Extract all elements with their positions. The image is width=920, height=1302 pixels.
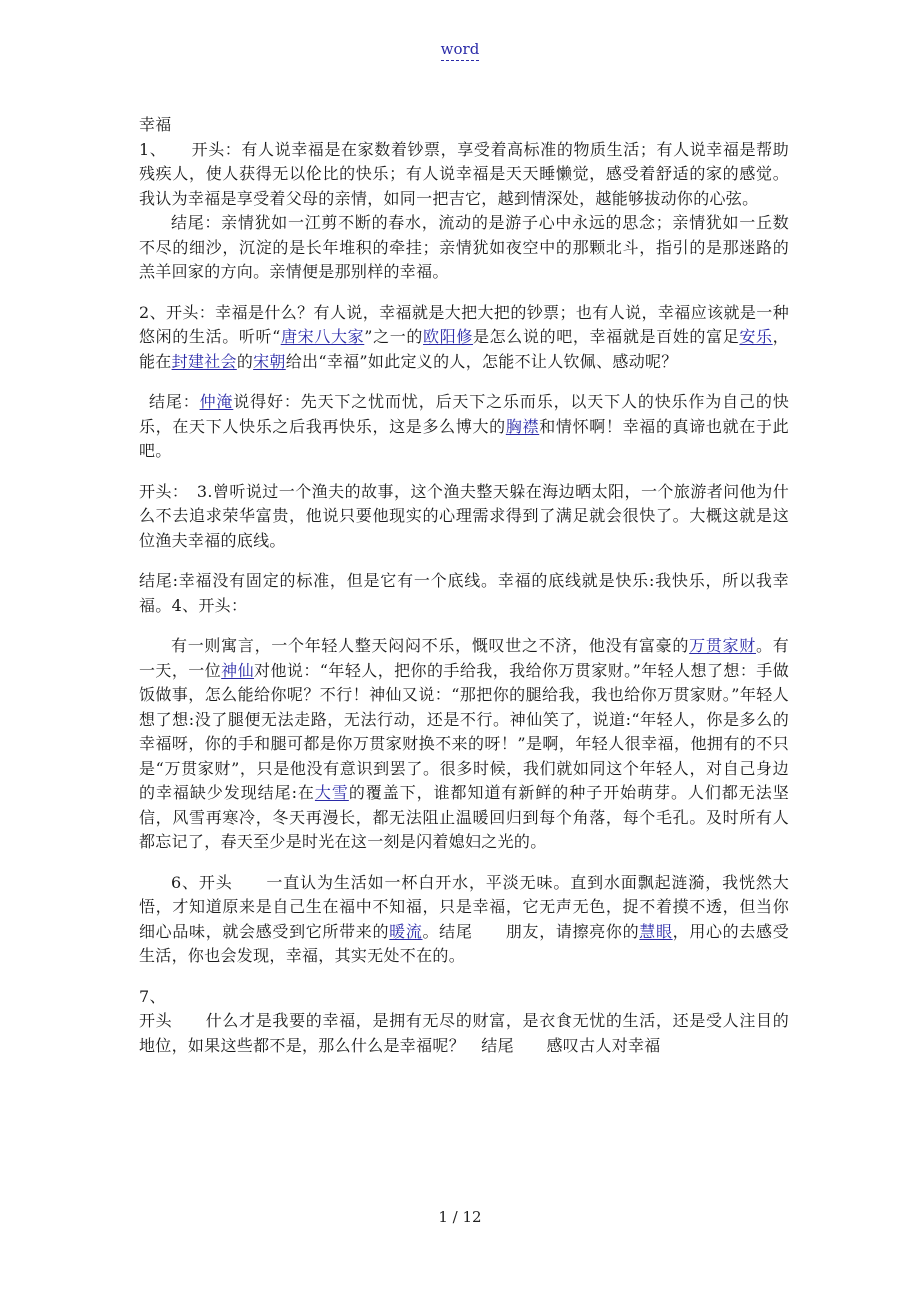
link-feudal-society[interactable]: 封建社会 [171,351,237,371]
doc-title: 幸福 [139,115,172,134]
link-daxue[interactable]: 大雪 [314,783,349,802]
section-2-opening: 2、开头：幸福是什么？有人说，幸福就是大把大把的钞票；也有人说，幸福应该就是一种悠闲的生活。听听“唐宋八大家”之一的欧阳修是怎么说的吧，幸福就是百姓的富足安乐，能在封建社会的宋朝给出“幸福”如此定义的人，怎能不让人钦佩、感动呢？ [139,302,789,371]
link-nuanliu[interactable]: 暖流 [389,921,423,941]
link-shenxian[interactable]: 神仙 [221,660,255,680]
section-3-ending: 结尾:幸福没有固定的标准，但是它有一个底线。幸福的底线就是快乐:我快乐，所以我幸福。4、开头： [139,571,789,615]
link-zhongyan[interactable]: 仲淹 [199,392,234,411]
page-header [0,40,920,58]
link-wanguan-jiacai[interactable]: 万贯家财 [689,636,756,655]
section-1-opening: 1、 开头：有人说幸福是在家数着钞票，享受着高标准的物质生活；有人说幸福是帮助残疾人，使人获得无以伦比的快乐；有人说幸福是天天睡懒觉，感受着舒适的家的感觉。我认为幸福是享受着父母的亲情，如同一把吉它，越到情深处，越能够拔动你的心弦。 [139,139,789,208]
document-body [139,113,789,1058]
section-1-ending: 结尾：亲情犹如一江剪不断的春水，流动的是游子心中永远的思念；亲情犹如一丘数不尽的细沙，沉淀的是长年堆积的牵挂；亲情犹如夜空中的那颗北斗，指引的是那迷路的羔羊回家的方向。亲情便是那别样的幸福。 [139,213,789,281]
link-huiyan[interactable]: 慧眼 [639,921,673,941]
header-word-link[interactable]: word [441,40,480,61]
section-7-number: 7、 [139,986,166,1006]
link-xiongjin[interactable]: 胸襟 [505,416,540,436]
section-2-ending: 结尾：仲淹说得好：先天下之忧而忧，后天下之乐而乐，以天下人的快乐作为自己的快乐，在天下人快乐之后我再快乐，这是多么博大的胸襟和情怀啊！幸福的真谛也就在于此吧。 [139,392,789,460]
section-3-opening: 开头： 3.曾听说过一个渔夫的故事，这个渔夫整天躲在海边晒太阳，一个旅游者问他为什么不去追求荣华富贵，他说只要他现实的心理需求得到了满足就会很快了。大概这就是这位渔夫幸福的底线。 [139,481,789,550]
section-4-body: 有一则寓言，一个年轻人整天闷闷不乐，慨叹世之不济，他没有富豪的万贯家财。有一天，一位神仙对他说：“年轻人，把你的手给我，我给你万贯家财。”年轻人想了想：手做饭做事，怎么能给你呢？不行！神仙又说：“那把你的腿给我，我也给你万贯家财。”年轻人想了想:没了腿便无法走路，无法行动，还是不行。神仙笑了，说道:“年轻人，你是多么的幸福呀，你的手和腿可都是你万贯家财换不来的呀！”是啊，年轻人很幸福，他拥有的不只是“万贯家财”，只是他没有意识到罢了。很多时候，我们就如同这个年轻人，对自己身边的幸福缺少发现结尾:在大雪的覆盖下，谁都知道有新鲜的种子开始萌芽。人们都无法坚信，风雪再寒冷，冬天再漫长，都无法阻止温暖回归到每个角落，每个毛孔。及时所有人都忘记了，春天至少是时光在这一刻是闪着媳妇之光的。 [139,636,789,851]
link-tang-song-masters[interactable]: 唐宋八大家 [280,327,365,346]
link-anle[interactable]: 安乐 [739,327,773,346]
link-song-dynasty[interactable]: 宋朝 [253,351,286,371]
page-number: 1 / 12 [438,1208,482,1226]
section-6-body: 6、开头 一直认为生活如一杯白开水，平淡无味。直到水面飘起涟漪，我恍然大悟，才知道原来是自己生在福中不知福，只是幸福，它无声无色，捉不着摸不透，但当你细心品味，就会感受到它所带来的暖流。结尾 朋友，请擦亮你的慧眼，用心的去感受生活，你也会发现，幸福，其实无处不在的。 [139,872,789,965]
section-7-body: 开头 什么才是我要的幸福，是拥有无尽的财富，是衣食无忧的生活，还是受人注目的地位，如果这些都不是，那么什么是幸福呢？ 结尾 感叹古人对幸福 [139,1011,789,1055]
link-ouyang-xiu[interactable]: 欧阳修 [423,327,473,346]
